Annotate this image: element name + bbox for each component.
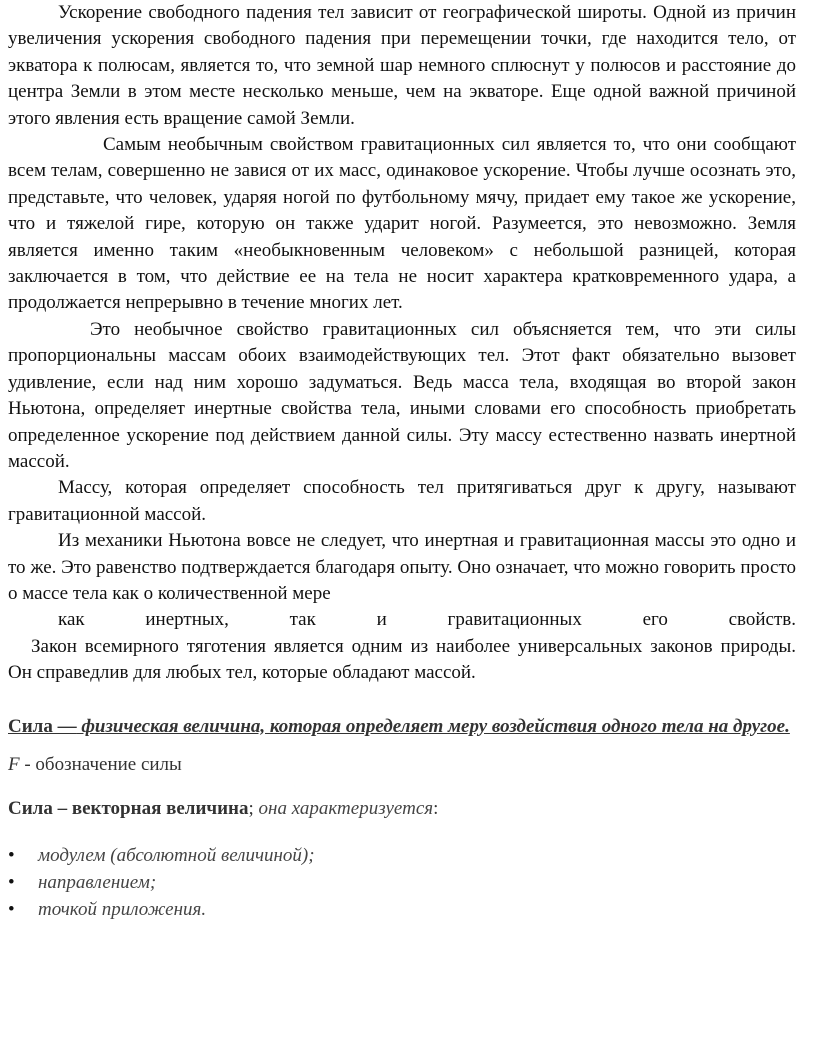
list-item	[8, 869, 796, 896]
paragraph-mass-equivalence	[8, 528, 796, 634]
bullet-icon: •	[8, 898, 15, 920]
definition-term: Сила —	[8, 715, 77, 737]
paragraph-mass-equivalence-text: Из механики Ньютона вовсе не следует, что инертная и гравитационная массы это одно и то же. Это равенство подтверждается благодаря опыту. Оно означает, что можно говорить просто о массе тела как о количественной мере	[8, 530, 796, 604]
vector-bold-text: Сила – векторная величина	[8, 797, 249, 819]
paragraph-gravity-acceleration: Самым необычным свойством гравитационных сил является то, что они сообщают всем телам, совершенно не завися от их масс, одинаковое ускорение. Чтобы лучше осознать это, представьте, что человек, ударяя ногой по футбольному мячу, придает ему такое же ускорение, что и тяжелой гире, которую он также ударит ногой. Разумеется, это невозможно. Земля является именно таким «необыкновенным человеком» с небольшой разницей, которая заключается в том, что действие ее на тела не носит характера кратковременного удара, а продолжается непрерывно в течение многих лет.	[8, 134, 796, 314]
force-symbol: F	[8, 753, 20, 775]
notation-text: - обозначение силы	[19, 753, 182, 775]
vector-separator: ;	[248, 797, 259, 819]
vector-italic-text: она характеризуется	[258, 797, 434, 819]
list-item-text: направлением;	[38, 871, 157, 893]
force-notation	[8, 752, 796, 778]
definition-text: физическая величина, которая определяет меру воздействия одного тела на другое.	[76, 715, 790, 737]
bullet-icon: •	[8, 871, 15, 893]
paragraph-gravitational-mass: Массу, которая определяет способность тел притягиваться друг к другу, называют гравитационной массой.	[8, 477, 796, 525]
paragraph-mass-equivalence-last-line: как инертных, так и гравитационных его свойств.	[58, 609, 796, 631]
list-item-text: модулем (абсолютной величиной);	[38, 844, 315, 866]
document-page	[8, 0, 796, 923]
list-item	[8, 896, 796, 923]
vector-colon: :	[433, 797, 439, 819]
paragraph-universal-law: Закон всемирного тяготения является одним из наиболее универсальных законов природы. Он справедлив для любых тел, которые обладают массой.	[8, 635, 796, 684]
bullet-icon: •	[8, 844, 15, 866]
spacer	[8, 687, 796, 713]
force-properties-list	[8, 842, 796, 923]
paragraph-latitude: Ускорение свободного падения тел зависит от географической широты. Одной из причин увеличения ускорения свободного падения при перемещении точки, где находится тело, от экватора к полюсам, является то, что земной шар немного сплюснут у полюсов и расстояние до центра Земли в этом месте несколько меньше, чем на экваторе. Еще одной важной причиной этого явления есть вращение самой Земли.	[8, 2, 796, 129]
list-item-text: точкой приложения.	[38, 898, 207, 920]
paragraph-inertial-mass: Это необычное свойство гравитационных сил объясняется тем, что эти силы пропорциональны массам обоих взаимодействующих тел. Этот факт обязательно вызовет удивление, если над ним хорошо задуматься. Ведь масса тела, входящая во второй закон Ньютона, определяет инертные свойства тела, иными словами его способность приобретать определенное ускорение под действием данной силы. Эту массу естественно назвать инертной массой.	[8, 318, 796, 472]
force-definition	[8, 713, 796, 740]
list-item	[8, 842, 796, 869]
vector-quantity-line	[8, 796, 796, 822]
